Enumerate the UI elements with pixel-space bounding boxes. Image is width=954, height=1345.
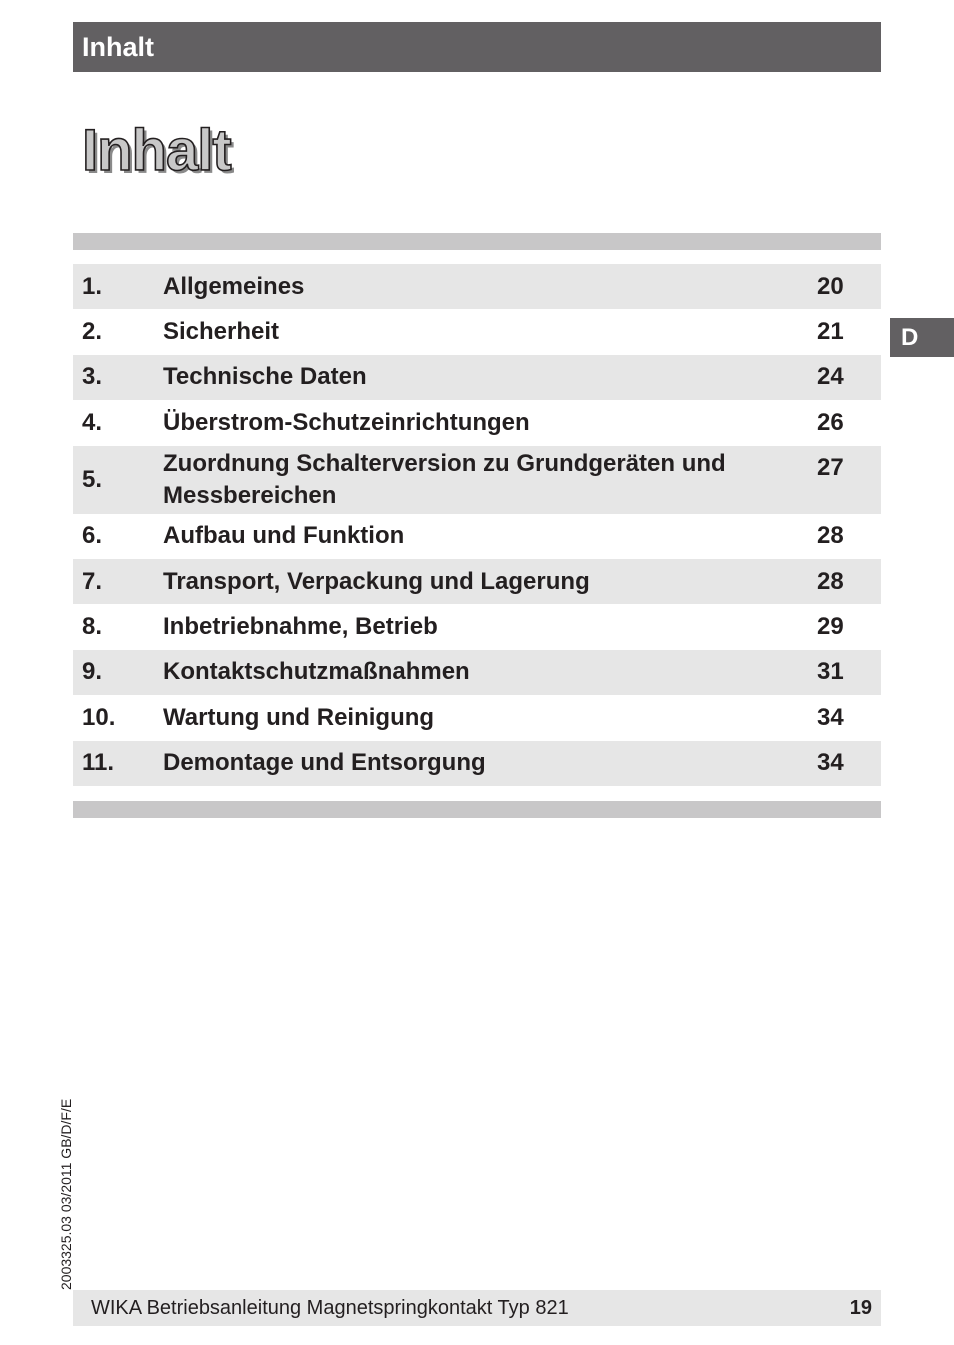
toc-entry-8[interactable]	[73, 604, 881, 649]
divider-bottom	[73, 801, 881, 818]
toc-title: Sicherheit	[163, 318, 280, 346]
toc-number: 3.	[82, 363, 103, 391]
toc-title: Allgemeines	[163, 272, 305, 300]
toc-number: 8.	[82, 613, 103, 641]
document-code: 2003325.03 03/2011 GB/D/F/E	[58, 1098, 74, 1290]
toc-page: 31	[817, 658, 844, 686]
section-header-label: Inhalt	[82, 32, 154, 62]
toc-entry-1[interactable]	[73, 264, 881, 309]
toc-entry-3[interactable]	[73, 355, 881, 400]
toc-title: Transport, Verpackung und Lagerung	[163, 567, 590, 595]
toc-title: Kontaktschutzmaßnahmen	[163, 658, 470, 686]
toc-number: 11.	[82, 749, 115, 777]
toc-title: Inbetriebnahme, Betrieb	[163, 613, 438, 641]
language-tab-label: D	[901, 324, 919, 351]
toc-entry-7[interactable]	[73, 559, 881, 604]
toc-number: 6.	[82, 522, 103, 550]
toc-number: 1.	[82, 272, 103, 300]
toc-title: Wartung und Reinigung	[163, 703, 435, 731]
toc-page: 26	[817, 408, 844, 436]
toc-entry-6[interactable]	[73, 514, 881, 559]
toc-page: 34	[817, 703, 844, 731]
toc-entry-11[interactable]	[73, 741, 881, 786]
toc-entry-2[interactable]	[73, 309, 881, 354]
toc-title: Zuordnung Schalterversion zu Grundgeräten und Messbereichen	[163, 449, 726, 509]
toc-entry-4[interactable]	[73, 400, 881, 445]
divider-top	[73, 233, 881, 250]
toc-page: 29	[817, 613, 844, 641]
language-tab[interactable]	[890, 318, 954, 357]
toc-number: 2.	[82, 318, 103, 346]
toc-number: 5.	[82, 465, 103, 493]
page-footer	[73, 1290, 881, 1326]
footer-text: WIKA Betriebsanleitung Magnetspringkontakt Typ 821	[91, 1296, 569, 1319]
toc-entry-10[interactable]	[73, 695, 881, 740]
toc-page: 21	[817, 318, 844, 346]
toc-entry-9[interactable]	[73, 650, 881, 695]
toc-page: 28	[817, 567, 844, 595]
toc-title: Aufbau und Funktion	[163, 522, 405, 550]
page-title: Inhalt	[82, 118, 231, 183]
section-header	[73, 22, 881, 72]
toc-entry-5[interactable]	[73, 446, 881, 514]
toc-page: 20	[817, 272, 844, 300]
toc-title: Technische Daten	[163, 363, 367, 391]
toc-page: 28	[817, 522, 844, 550]
toc-page: 34	[817, 749, 844, 777]
toc-title: Demontage und Entsorgung	[163, 749, 486, 777]
toc-title: Überstrom-Schutzeinrichtungen	[163, 408, 530, 436]
table-of-contents	[73, 264, 881, 786]
toc-number: 7.	[82, 567, 103, 595]
toc-number: 4.	[82, 408, 103, 436]
toc-page: 24	[817, 363, 844, 391]
toc-number: 9.	[82, 658, 103, 686]
toc-page: 27	[817, 453, 844, 481]
toc-number: 10.	[82, 703, 116, 731]
footer-page-number: 19	[849, 1296, 872, 1319]
